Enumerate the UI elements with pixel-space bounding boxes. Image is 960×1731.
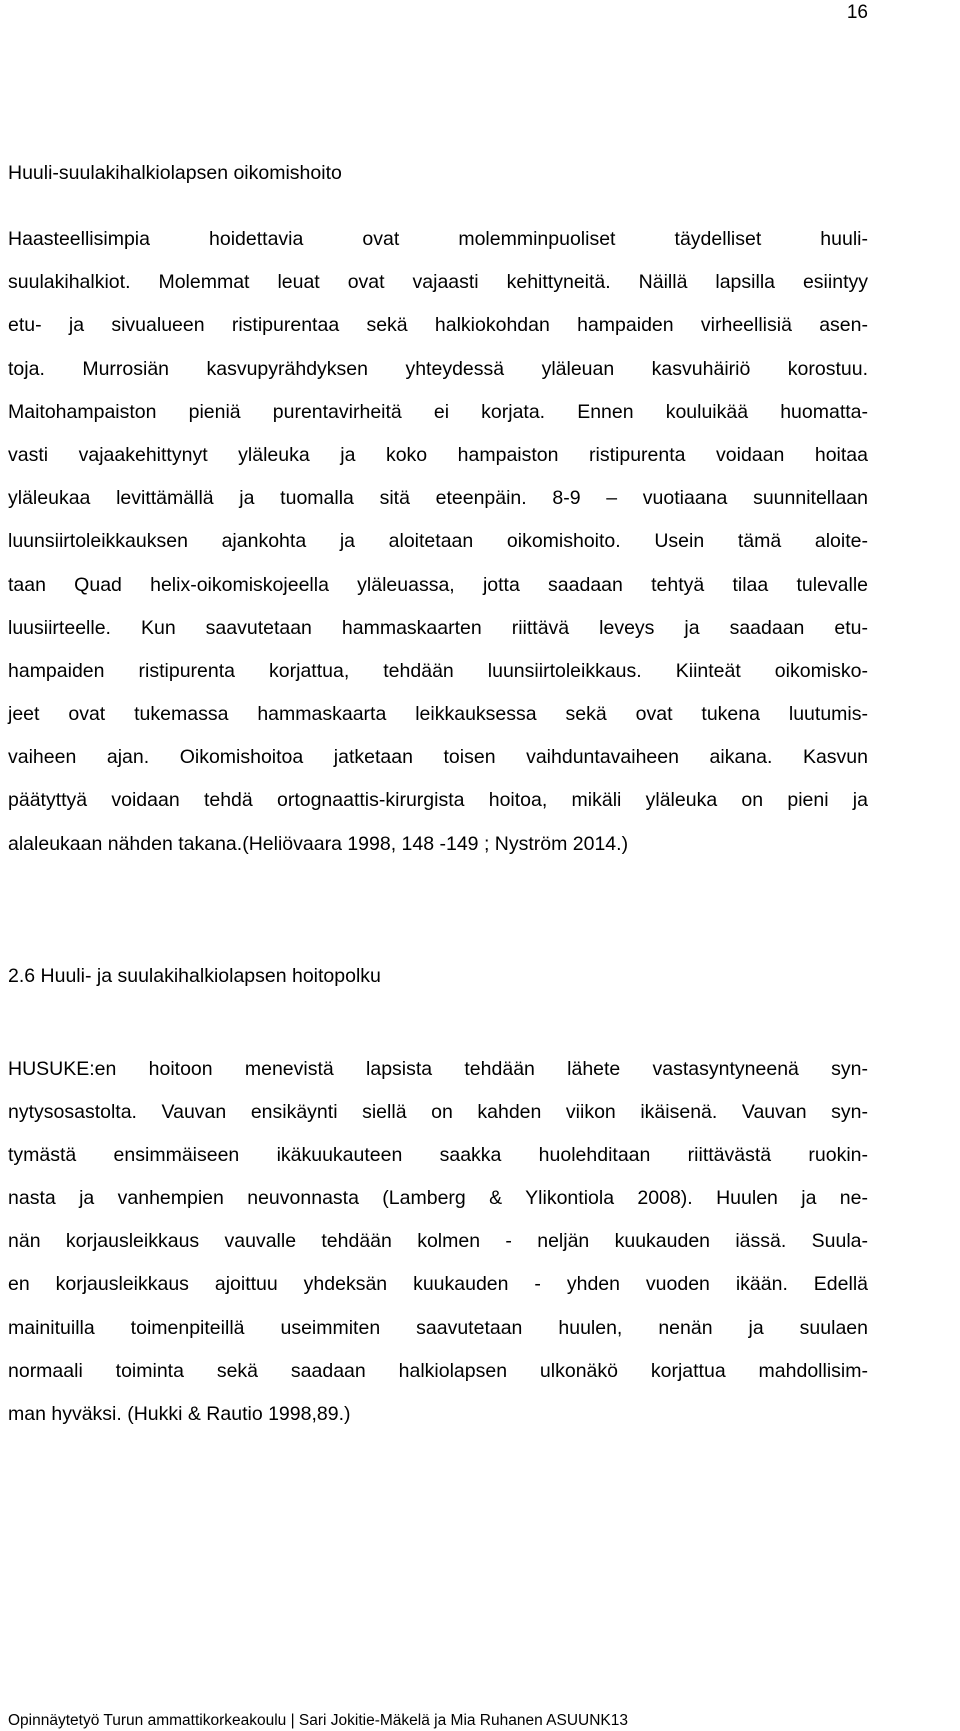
- paragraph-line: yläleukaa levittämällä ja tuomalla sitä eteenpäin. 8-9 – vuotiaana suunnitellaan: [8, 487, 868, 510]
- paragraph-2: [8, 1048, 868, 1436]
- paragraph-line: nasta ja vanhempien neuvonnasta (Lamberg & Ylikontiola 2008). Huulen ja ne-: [8, 1187, 868, 1210]
- paragraph-line: taan Quad helix-oikomiskojeella yläleuassa, jotta saadaan tehtyä tilaa tulevalle: [8, 573, 868, 596]
- footer: Opinnäytetyö Turun ammattikorkeakoulu | Sari Jokitie-Mäkelä ja Mia Ruhanen ASUUNK13: [8, 1712, 629, 1729]
- paragraph-line: mainituilla toimenpiteillä useimmiten saavutetaan huulen, nenän ja suulaen: [8, 1316, 868, 1339]
- paragraph-line: HUSUKE:en hoitoon menevistä lapsista tehdään lähete vastasyntyneenä syn-: [8, 1058, 868, 1080]
- paragraph-line: toja. Murrosiän kasvupyrähdyksen yhteydessä yläleuan kasvuhäiriö korostuu.: [8, 357, 868, 380]
- paragraph-line: päätyttyä voidaan tehdä ortognaattis-kirurgista hoitoa, mikäli yläleuka on pieni ja: [8, 789, 868, 812]
- paragraph-line: luunsiirtoleikkauksen ajankohta ja aloitetaan oikomishoito. Usein tämä aloite-: [8, 530, 868, 553]
- paragraph-line: tymästä ensimmäiseen ikäkuukauteen saakka huolehditaan riittävästä ruokin-: [8, 1144, 868, 1167]
- paragraph-1: [8, 218, 868, 866]
- paragraph-line: Haasteellisimpia hoidettavia ovat molemminpuoliset täydelliset huuli-: [8, 228, 868, 250]
- paragraph-line: suulakihalkiot. Molemmat leuat ovat vajaasti kehittyneitä. Näillä lapsilla esiintyy: [8, 271, 868, 294]
- paragraph-line: alaleukaan nähden takana.(Heliövaara 1998, 148 -149 ; Nyström 2014.): [8, 832, 629, 855]
- paragraph-line: jeet ovat tukemassa hammaskaarta leikkauksessa sekä ovat tukena luutumis-: [8, 703, 868, 726]
- paragraph-line: normaali toiminta sekä saadaan halkiolapsen ulkonäkö korjattua mahdollisim-: [8, 1359, 868, 1382]
- paragraph-line: vaiheen ajan. Oikomishoitoa jatketaan toisen vaihduntavaiheen aikana. Kasvun: [8, 746, 868, 769]
- section-heading: 2.6 Huuli- ja suulakihalkiolapsen hoitopolku: [8, 965, 381, 987]
- paragraph-line: hampaiden ristipurenta korjattua, tehdään luunsiirtoleikkaus. Kiinteät oikomisko-: [8, 659, 868, 682]
- paragraph-line: etu- ja sivualueen ristipurentaa sekä halkiokohdan hampaiden virheellisiä asen-: [8, 314, 868, 337]
- paragraph-line: luusiirteelle. Kun saavutetaan hammaskaarten riittävä leveys ja saadaan etu-: [8, 616, 868, 639]
- paragraph-line: Maitohampaiston pieniä purentavirheitä ei korjata. Ennen kouluikää huomatta-: [8, 400, 868, 423]
- subheading: Huuli-suulakihalkiolapsen oikomishoito: [8, 162, 342, 184]
- paragraph-line: man hyväksi. (Hukki & Rautio 1998,89.): [8, 1402, 351, 1425]
- page-number: 16: [846, 2, 868, 23]
- paragraph-line: nän korjausleikkaus vauvalle tehdään kolmen - neljän kuukauden iässä. Suula-: [8, 1230, 868, 1253]
- paragraph-line: en korjausleikkaus ajoittuu yhdeksän kuukauden - yhden vuoden ikään. Edellä: [8, 1273, 868, 1296]
- paragraph-line: vasti vajaakehittynyt yläleuka ja koko hampaiston ristipurenta voidaan hoitaa: [8, 443, 868, 466]
- paragraph-line: nytysosastolta. Vauvan ensikäynti siellä on kahden viikon ikäisenä. Vauvan syn-: [8, 1101, 868, 1124]
